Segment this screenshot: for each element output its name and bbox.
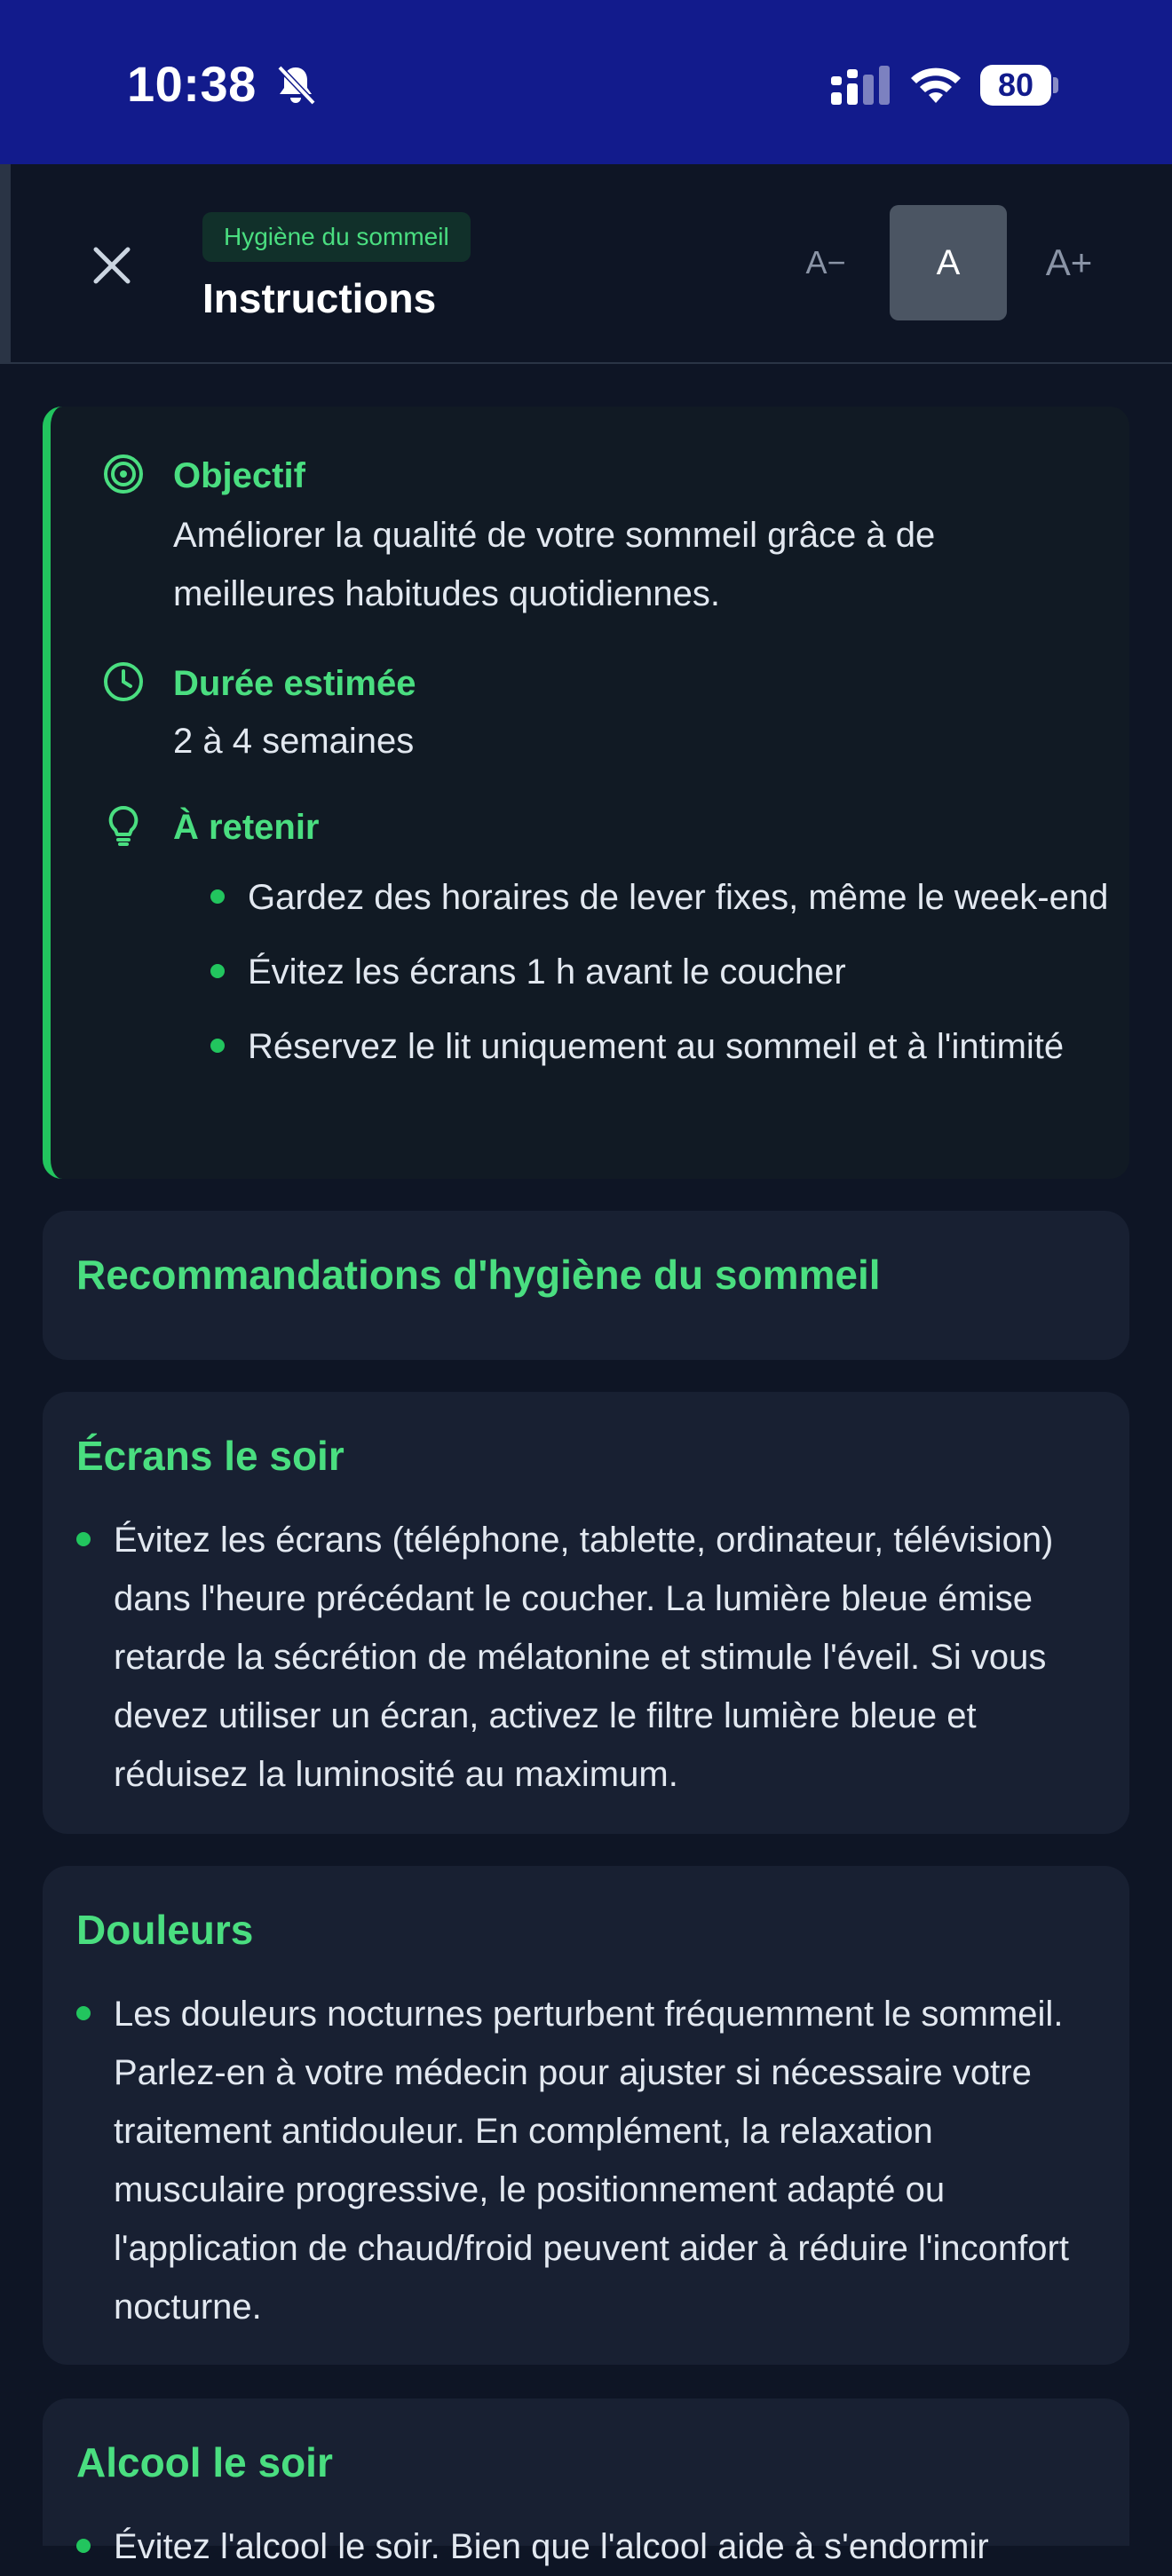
page-title: Instructions bbox=[202, 275, 437, 321]
objective-text: Améliorer la qualité de votre sommeil grâce à de meilleures habitudes quotidiennes. bbox=[173, 516, 936, 613]
remember-label: À retenir bbox=[173, 808, 320, 847]
list-item: Évitez les écrans 1 h avant le coucher bbox=[210, 943, 1114, 1001]
header-edge bbox=[0, 164, 11, 362]
category-badge: Hygiène du sommeil bbox=[202, 212, 471, 262]
list-item: Réservez le lit uniquement au sommeil et à l'intimité bbox=[210, 1017, 1114, 1076]
target-icon bbox=[102, 453, 145, 495]
section-card-recommandations bbox=[43, 1211, 1129, 1360]
list-item: Gardez des horaires de lever fixes, même le week-end bbox=[210, 868, 1114, 927]
battery-cap bbox=[1053, 77, 1058, 93]
lightbulb-icon bbox=[102, 804, 145, 847]
section-text: Évitez les écrans (téléphone, tablette, ordinateur, télévision) dans l'heure précédant le coucher. La lumière bleue émise retarde la sécrétion de mélatonine et stimule l'éveil. Si vous devez utiliser un écran, activez le filtre lumière bleue et réduisez la luminosité au maximum. bbox=[76, 1511, 1096, 1804]
remember-list bbox=[173, 868, 1114, 1092]
duration-label: Durée estimée bbox=[173, 664, 416, 703]
clock-icon bbox=[102, 660, 145, 703]
objective-label: Objectif bbox=[173, 456, 305, 495]
summary-card bbox=[43, 407, 1129, 1179]
battery-level: 80 bbox=[980, 65, 1051, 106]
section-card-douleurs bbox=[43, 1866, 1129, 2365]
font-increase-button[interactable]: A+ bbox=[1045, 241, 1093, 283]
section-title: Recommandations d'hygiène du sommeil bbox=[76, 1252, 881, 1298]
font-decrease-button[interactable]: A− bbox=[805, 244, 846, 281]
section-title: Écrans le soir bbox=[76, 1433, 344, 1479]
section-text: Évitez l'alcool le soir. Bien que l'alcool aide à s'endormir bbox=[76, 2517, 1096, 2576]
section-title: Alcool le soir bbox=[76, 2439, 333, 2485]
section-card-ecrans bbox=[43, 1392, 1129, 1834]
status-time: 10:38 bbox=[127, 56, 257, 112]
signal-icon bbox=[829, 64, 891, 107]
section-card-alcool bbox=[43, 2398, 1129, 2566]
battery-icon bbox=[980, 65, 1058, 106]
font-default-button[interactable]: A bbox=[890, 205, 1007, 320]
app-header bbox=[0, 164, 1172, 364]
close-icon[interactable] bbox=[85, 239, 139, 292]
wifi-icon bbox=[907, 62, 964, 107]
duration-text: 2 à 4 semaines bbox=[173, 722, 415, 761]
bell-slash-icon bbox=[273, 62, 319, 108]
section-title: Douleurs bbox=[76, 1907, 254, 1953]
status-bar bbox=[0, 0, 1172, 164]
section-text: Les douleurs nocturnes perturbent fréquemment le sommeil. Parlez-en à votre médecin pour ajuster si nécessaire votre traitement antidouleur. En complément, la relaxation musculaire progressive, le positionnement adapté ou l'application de chaud/froid peuvent aider à réduire l'inconfort nocturne. bbox=[76, 1985, 1096, 2336]
